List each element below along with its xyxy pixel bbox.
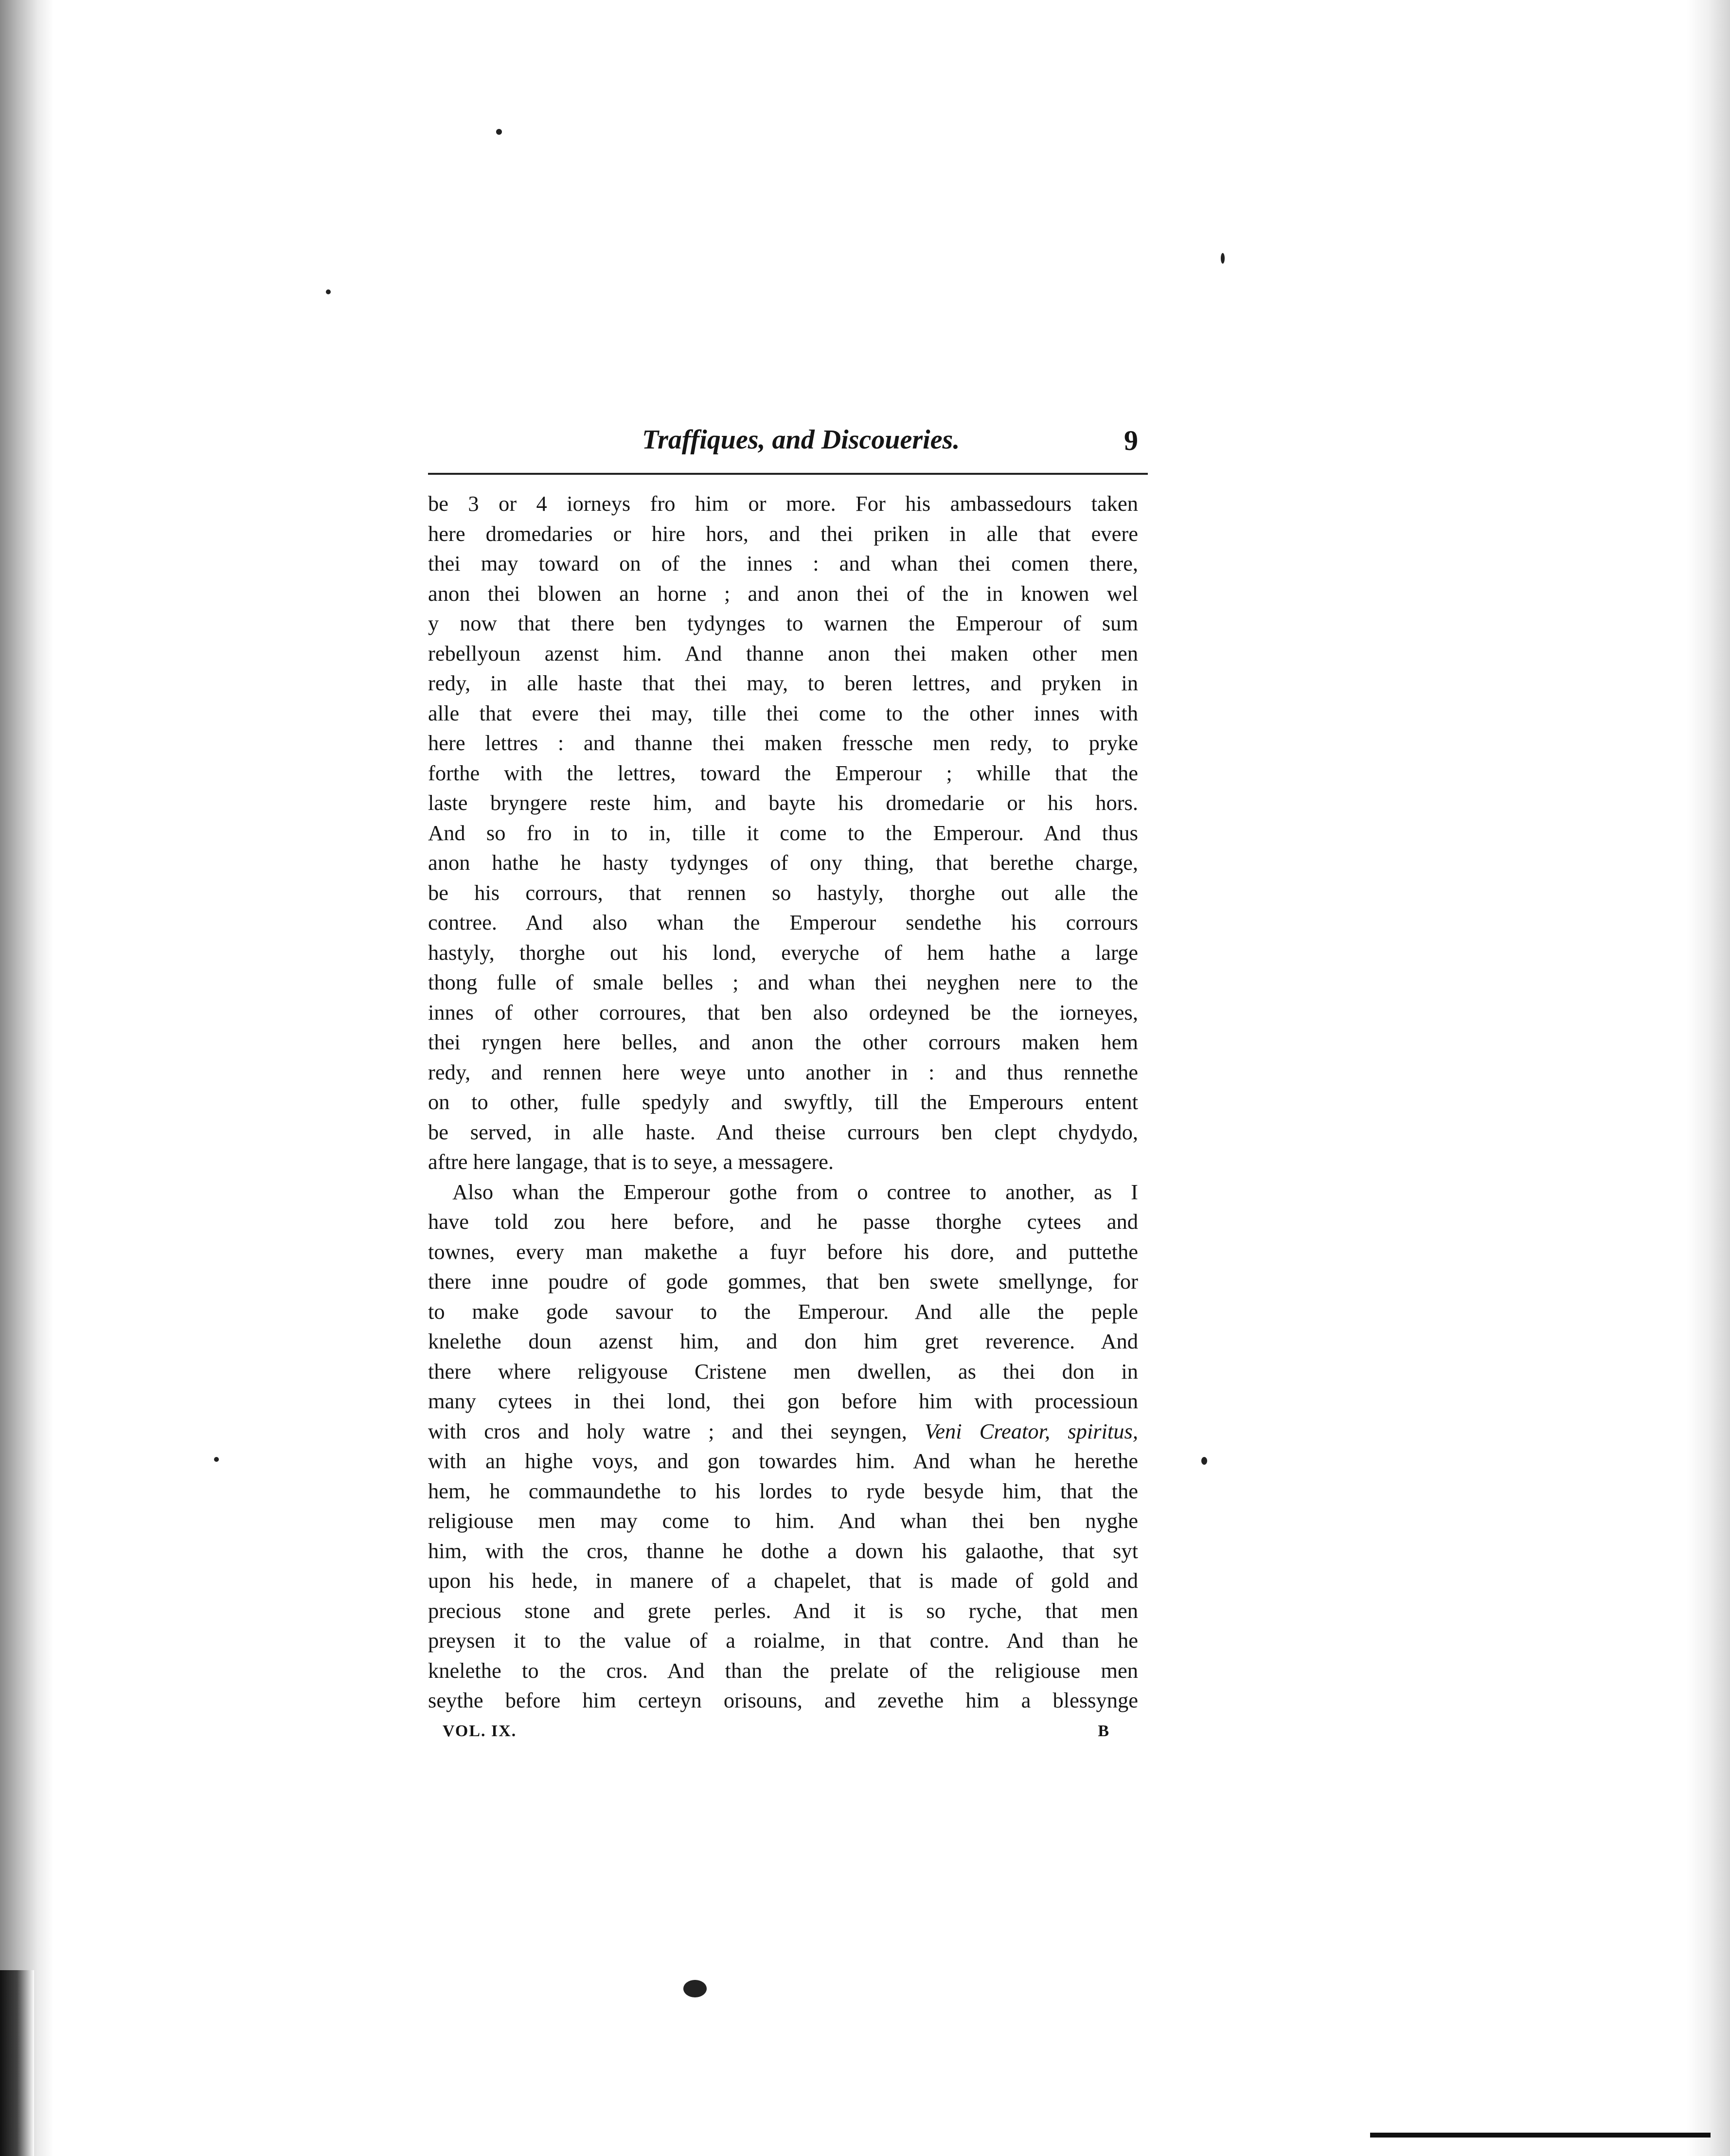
text-line: be served, in alle haste. And theise currours ben clept chydydo, — [428, 1119, 1138, 1144]
page-edge-shadow-left-bottom — [0, 1970, 34, 2156]
text-line: knelethe to the cros. And than the prelate of the religiouse men — [428, 1658, 1138, 1683]
page-edge-shadow-right — [1686, 0, 1730, 2156]
scan-border-bottom — [1370, 2133, 1711, 2138]
text-line: thei may toward on of the innes : and whan thei comen there, — [428, 551, 1138, 575]
text-line: redy, and rennen here weye unto another in : and thus rennethe — [428, 1060, 1138, 1084]
ink-speck — [1221, 253, 1225, 264]
page-edge-shadow-left — [0, 0, 54, 2156]
body-text — [428, 489, 1138, 1716]
text-line: upon his hede, in manere of a chapelet, that is made of gold and — [428, 1568, 1138, 1593]
text-line: thei ryngen here belles, and anon the other corrours maken hem — [428, 1030, 1138, 1054]
text-line-paragraph-start: Also whan the Emperour gothe from o contree to another, as I — [452, 1179, 1138, 1204]
text-line: rebellyoun azenst him. And thanne anon thei maken other men — [428, 641, 1138, 665]
text-roman: with cros and holy watre ; and thei seyngen, — [428, 1419, 925, 1443]
text-line: And so fro in to in, tille it come to the Emperour. And thus — [428, 820, 1138, 845]
text-line: thong fulle of smale belles ; and whan thei neyghen nere to the — [428, 970, 1138, 994]
ink-speck — [1201, 1457, 1207, 1465]
text-line: be 3 or 4 iorneys fro him or more. For his ambassedours taken — [428, 491, 1138, 516]
gathering-signature-mark: B — [1098, 1722, 1109, 1740]
text-line: on to other, fulle spedyly and swyftly, till the Emperours entent — [428, 1090, 1138, 1114]
text-line: religiouse men may come to him. And whan thei ben nyghe — [428, 1509, 1138, 1533]
text-line: innes of other corroures, that ben also ordeyned be the iorneyes, — [428, 1000, 1138, 1024]
text-line: to make gode savour to the Emperour. And alle the peple — [428, 1299, 1138, 1324]
text-line: be his corrours, that rennen so hastyly, thorghe out alle the — [428, 880, 1138, 905]
text-line: alle that evere thei may, tille thei come to the other innes with — [428, 701, 1138, 725]
text-line: him, with the cros, thanne he dothe a down his galaothe, that syt — [428, 1538, 1138, 1563]
text-line: townes, every man makethe a fuyr before his dore, and puttethe — [428, 1239, 1138, 1264]
text-line: there where religyouse Cristene men dwellen, as thei don in — [428, 1359, 1138, 1383]
text-line: seythe before him certeyn orisouns, and zevethe him a blessynge — [428, 1688, 1138, 1712]
text-line: preysen it to the value of a roialme, in that contre. And than he — [428, 1628, 1138, 1653]
text-line: precious stone and grete perles. And it is so ryche, that men — [428, 1598, 1138, 1623]
text-line: many cytees in thei lond, thei gon before him with processioun — [428, 1389, 1138, 1413]
text-line: redy, in alle haste that thei may, to beren lettres, and pryken in — [428, 671, 1138, 695]
ink-speck — [496, 129, 502, 135]
ink-blot — [683, 1980, 707, 1997]
text-line-with-latin — [428, 1417, 1138, 1447]
text-line: there inne poudre of gode gommes, that ben swete smellynge, for — [428, 1269, 1138, 1294]
running-header — [428, 424, 1158, 468]
text-line: hastyly, thorghe out his lond, everyche of hem hathe a large — [428, 940, 1138, 965]
volume-signature: VOL. IX. — [443, 1722, 517, 1740]
page-number: 9 — [1124, 425, 1138, 456]
text-line: contree. And also whan the Emperour sendethe his corrours — [428, 910, 1138, 934]
header-rule — [428, 473, 1148, 475]
text-line: laste bryngere reste him, and bayte his dromedarie or his hors. — [428, 791, 1138, 815]
ink-speck — [326, 289, 331, 294]
latin-hymn-title: Veni Creator, spiritus, — [924, 1419, 1138, 1443]
text-line: here dromedaries or hire hors, and thei priken in alle that evere — [428, 521, 1138, 546]
text-line: y now that there ben tydynges to warnen the Emperour of sum — [428, 611, 1138, 635]
text-line: anon thei blowen an horne ; and anon thei of the in knowen wel — [428, 581, 1138, 606]
page-footer — [428, 1722, 1138, 1751]
text-line: have told zou here before, and he passe thorghe cytees and — [428, 1209, 1138, 1234]
text-line: hem, he commaundethe to his lordes to ryde besyde him, that the — [428, 1478, 1138, 1503]
running-title: Traffiques, and Discoueries. — [642, 425, 960, 455]
text-line: knelethe doun azenst him, and don him gret reverence. And — [428, 1329, 1138, 1353]
text-line: forthe with the lettres, toward the Emperour ; whille that the — [428, 760, 1138, 785]
text-line-paragraph-end: aftre here langage, that is to seye, a messagere. — [428, 1150, 834, 1174]
text-line: anon hathe he hasty tydynges of ony thing, that berethe charge, — [428, 850, 1138, 875]
ink-speck — [214, 1457, 219, 1462]
text-line: with an highe voys, and gon towardes him. And whan he herethe — [428, 1449, 1138, 1473]
text-line: here lettres : and thanne thei maken fressche men redy, to pryke — [428, 731, 1138, 755]
